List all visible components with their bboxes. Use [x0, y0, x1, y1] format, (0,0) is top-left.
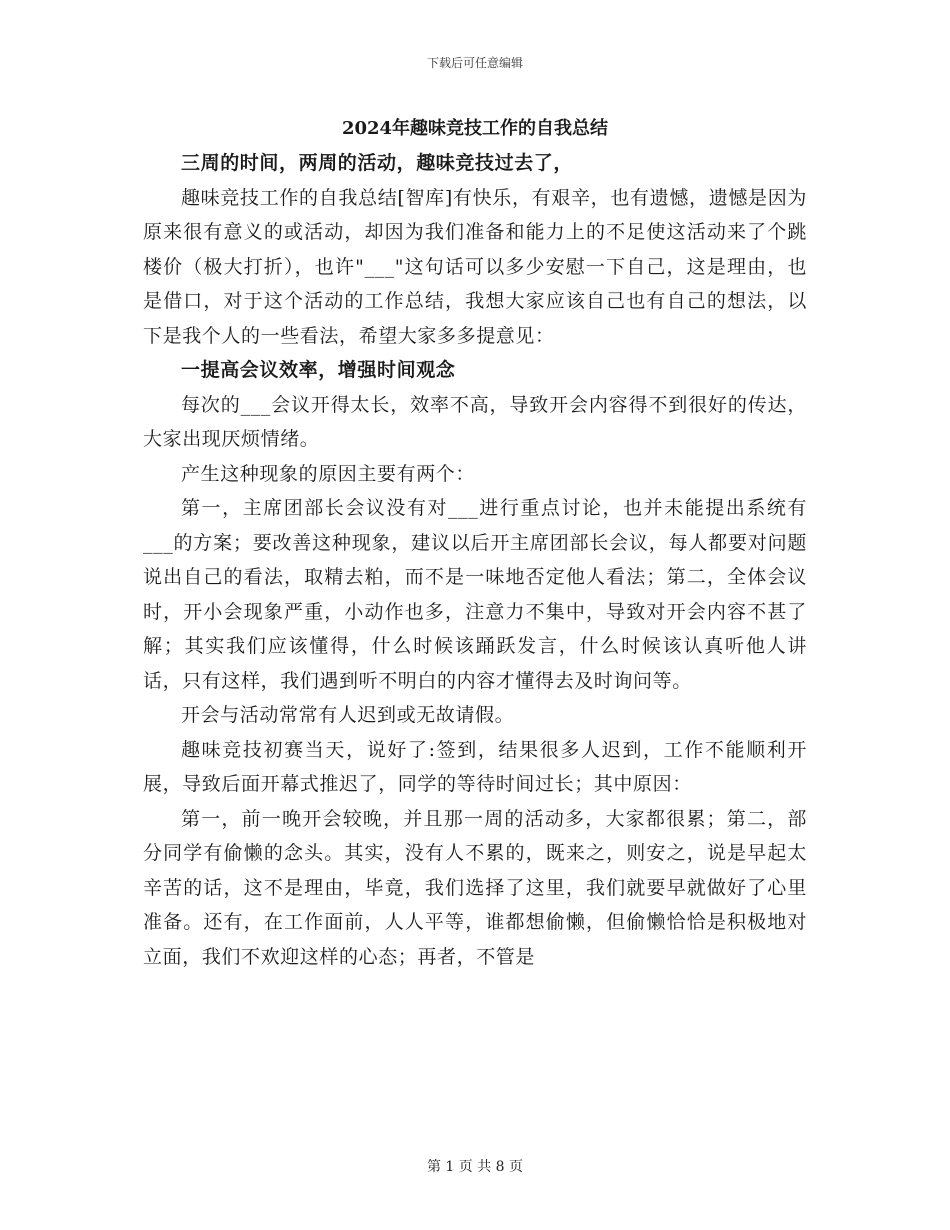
document-body: [143, 112, 807, 974]
page-header-note: 下载后可任意编辑: [426, 56, 523, 70]
paragraph-5: 第一，主席团部长会议没有对___进行重点讨论，也并未能提出系统有___的方案；要改善这种现象，建议以后开主席团部长会议，每人都要对问题说出自己的看法，取精去粕，而不是一味地否定他人看法；第二，全体会议时，开小会现象严重，小动作也多，注意力不集中，导致对开会内容不甚了解；其实我们应该懂得，什么时候该踊跃发言，什么时候该认真听他人讲话，只有这样，我们遇到听不明白的内容才懂得去及时询问等。: [143, 497, 807, 692]
document-title: 2024年趣味竞技工作的自我总结: [341, 118, 609, 139]
paragraph-8: 第一，前一晚开会较晚，并且那一周的活动多，大家都很累；第二，部分同学有偷懒的念头。其实，没有人不累的，既来之，则安之，说是早起太辛苦的话，这不是理由，毕竟，我们选择了这里，我们就要早就做好了心里准备。还有，在工作面前，人人平等，谁都想偷懒，但偷懒恰恰是积极地对立面，我们不欢迎这样的心态；再者，不管是: [143, 807, 807, 968]
paragraph-2: 趣味竞技工作的自我总结[智库]有快乐，有艰辛，也有遗憾，遗憾是因为原来很有意义的或活动，却因为我们准备和能力上的不足使这活动来了个跳楼价（极大打折），也许"___"这句话可以多少安慰一下自己，这是理由，也是借口，对于这个活动的工作总结，我想大家应该自己也有自己的想法，以下是我个人的一些看法，希望大家多多提意见：: [143, 186, 807, 347]
paragraph-1: 三周的时间，两周的活动，趣味竞技过去了，: [181, 152, 574, 174]
paragraph-3: 每次的___会议开得太长，效率不高，导致开会内容得不到很好的传达，大家出现厌烦情绪。: [143, 393, 807, 450]
page-footer: 第 1 页 共 8 页: [426, 1159, 524, 1175]
section-heading-1: 一提高会议效率，增强时间观念: [181, 359, 456, 381]
paragraph-6: 开会与活动常常有人迟到或无故请假。: [181, 704, 515, 726]
paragraph-7: 趣味竞技初赛当天，说好了:签到，结果很多人迟到，工作不能顺利开展，导致后面开幕式推迟了，同学的等待时间过长；其中原因：: [143, 738, 807, 795]
paragraph-4: 产生这种现象的原因主要有两个：: [181, 462, 476, 485]
